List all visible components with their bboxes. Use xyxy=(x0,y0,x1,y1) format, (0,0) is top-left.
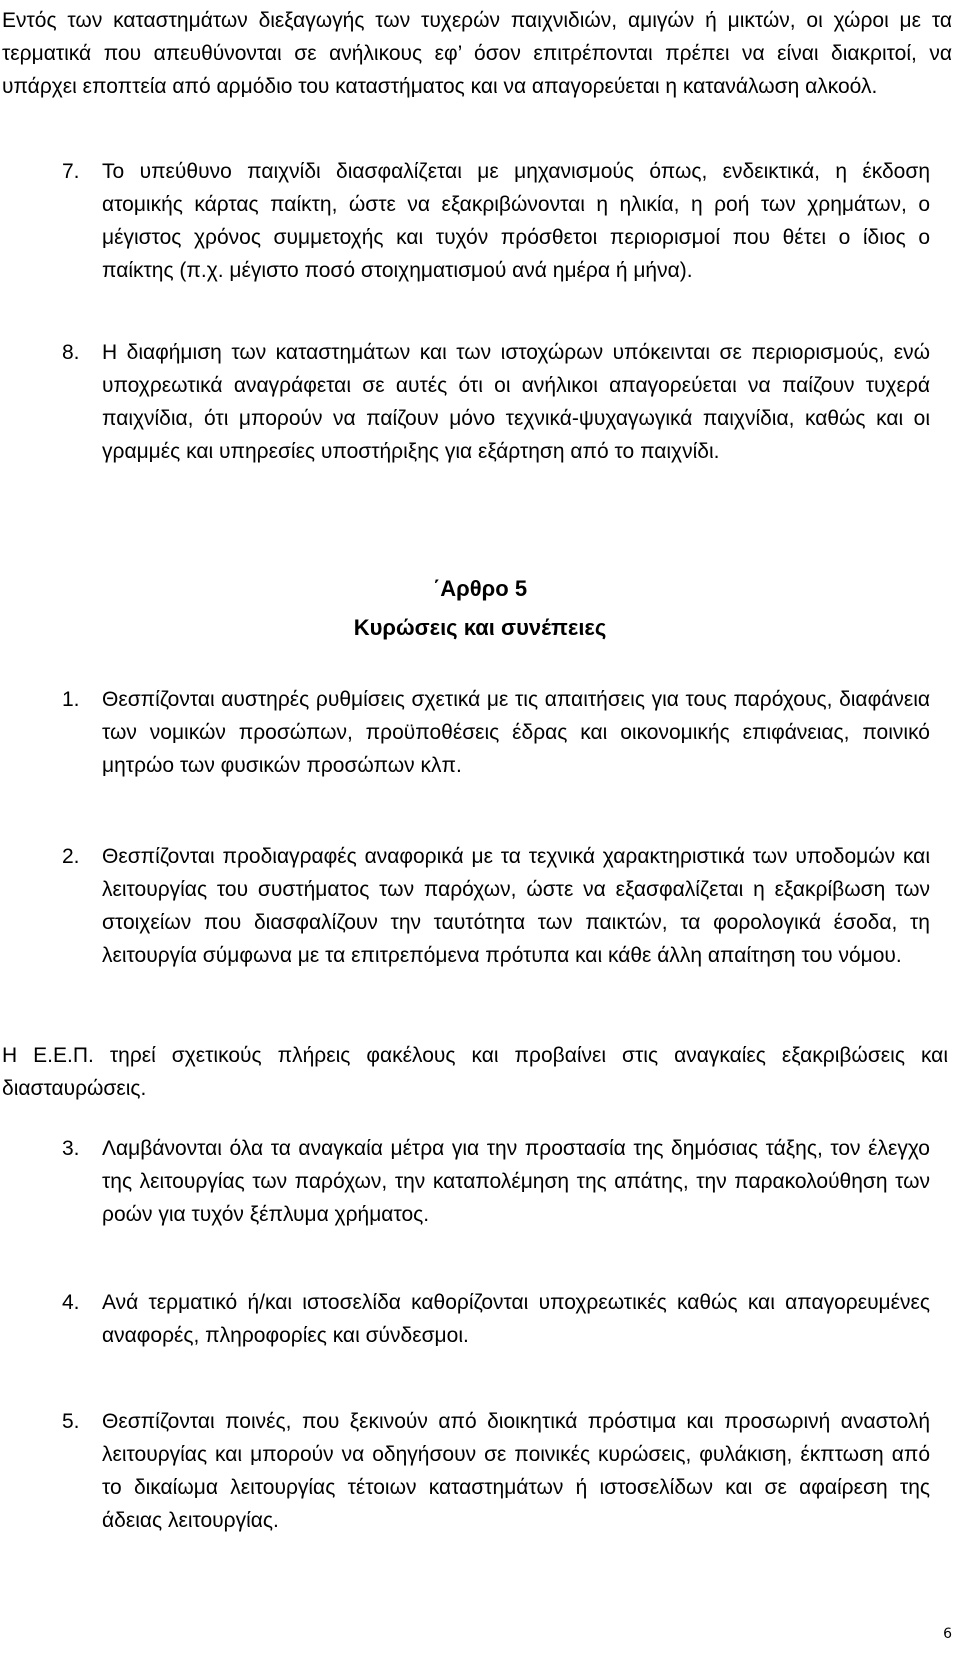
list-item-text: Θεσπίζονται προδιαγραφές αναφορικά με τα τεχνικά χαρακτηριστικά των υποδομών και λειτουργίας του συστήματος των παρόχων, ώστε να εξασφαλίζεται η εξακρίβωση των στοιχείων που διασφαλίζουν την ταυτότητα των παικτών, τα φορολογικά έσοδα, τη λειτουργία σύμφωνα με τα επιτρεπόμενα πρότυπα και κάθε άλλη απαίτηση του νόμου. xyxy=(102,845,930,967)
list-item-1 xyxy=(62,683,930,782)
list-item-text: Ανά τερματικό ή/και ιστοσελίδα καθορίζονται υποχρεωτικές καθώς και απαγορευμένες αναφορές, πληροφορίες και σύνδεσμοι. xyxy=(102,1291,930,1347)
list-item-text: Το υπεύθυνο παιχνίδι διασφαλίζεται με μηχανισμούς όπως, ενδεικτικά, η έκδοση ατομικής κάρτας παίκτη, ώστε να εξακριβώνονται η ηλικία, η ροή των χρημάτων, ο μέγιστος χρόνος συμμετοχής και τυχόν πρόσθετοι περιορισμοί που θέτει ο ίδιος ο παίκτης (π.χ. μέγιστο ποσό στοιχηματισμού ανά ημέρα ή μήνα). xyxy=(102,160,930,282)
list-item-3 xyxy=(62,1132,930,1231)
list-item-number: 7. xyxy=(62,160,80,183)
list-item-number: 4. xyxy=(62,1291,80,1314)
list-item-number: 8. xyxy=(62,341,80,364)
list-item-number: 1. xyxy=(62,688,80,711)
list-item-4 xyxy=(62,1286,930,1352)
list-item-2 xyxy=(62,840,930,972)
list-item-text: Θεσπίζονται αυστηρές ρυθμίσεις σχετικά με τις απαιτήσεις για τους παρόχους, διαφάνεια των νομικών προσώπων, προϋποθέσεις έδρας και οικονομικής επιφάνειας, ποινικό μητρώο των φυσικών προσώπων κλπ. xyxy=(102,688,930,777)
note-paragraph: Η Ε.Ε.Π. τηρεί σχετικούς πλήρεις φακέλους και προβαίνει στις αναγκαίες εξακριβώσεις και διασταυρώσεις. xyxy=(2,1044,948,1100)
page-number: 6 xyxy=(943,1626,952,1642)
list-item-text: Θεσπίζονται ποινές, που ξεκινούν από διοικητικά πρόστιμα και προσωρινή αναστολή λειτουργίας και μπορούν να οδηγήσουν σε ποινικές κυρώσεις, φυλάκιση, έκπτωση από το δικαίωμα λειτουργίας τέτοιων καταστημάτων ή ιστοσελίδων και σε αφαίρεση της άδειας λειτουργίας. xyxy=(102,1410,930,1532)
list-item-number: 5. xyxy=(62,1410,80,1433)
list-item-number: 3. xyxy=(62,1137,80,1160)
list-item-8 xyxy=(62,336,930,468)
list-item-7 xyxy=(62,155,930,287)
intro-paragraph: Εντός των καταστημάτων διεξαγωγής των τυχερών παιχνιδιών, αμιγών ή μικτών, οι χώροι με τα τερματικά που απευθύνονται σε ανήλικους εφ’ όσον επιτρέπονται πρέπει να είναι διακριτοί, να υπάρχει εποπτεία από αρμόδιο του καταστήματος και να απαγορεύεται η κατανάλωση αλκοόλ. xyxy=(2,9,952,98)
list-item-text: Λαμβάνονται όλα τα αναγκαία μέτρα για την προστασία της δημόσιας τάξης, τον έλεγχο της λειτουργίας των παρόχων, την καταπολέμηση της απάτης, την παρακολούθηση των ροών για τυχόν ξέπλυμα χρήματος. xyxy=(102,1137,930,1226)
list-item-text: Η διαφήμιση των καταστημάτων και των ιστοχώρων υπόκεινται σε περιορισμούς, ενώ υποχρεωτικά αναγράφεται σε αυτές ότι οι ανήλικοι απαγορεύεται να παίζουν τυχερά παιχνίδια, ότι μπορούν να παίζουν μόνο τεχνικά-ψυχαγωγικά παιχνίδια, καθώς και οι γραμμές και υπηρεσίες υποστήριξης για εξάρτηση από το παιχνίδι. xyxy=(102,341,930,463)
list-item-5 xyxy=(62,1405,930,1537)
list-item-number: 2. xyxy=(62,845,80,868)
article-subtitle: Κυρώσεις και συνέπειες xyxy=(353,615,607,640)
article-title: ΄Αρθρο 5 xyxy=(432,576,528,601)
